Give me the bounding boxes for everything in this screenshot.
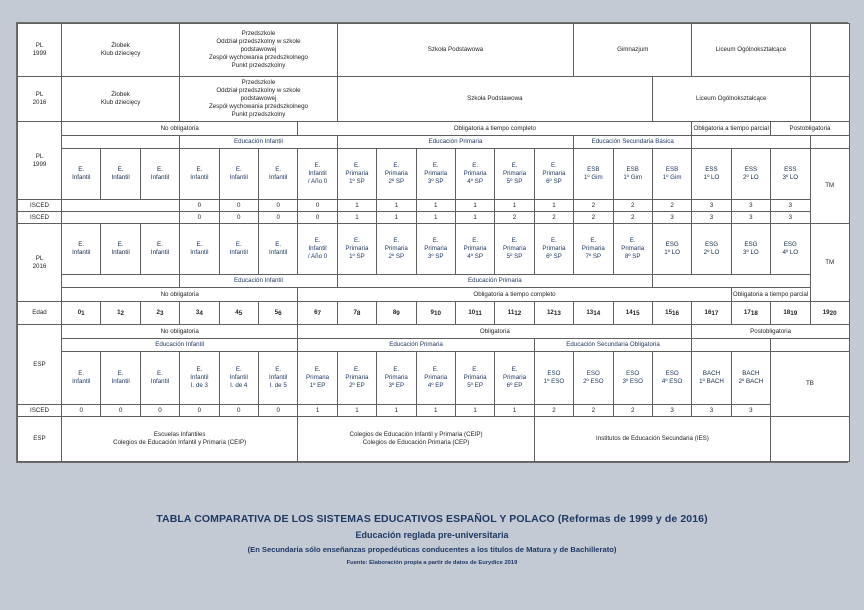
isced-pl2016-13: 2 (574, 212, 613, 224)
esp-inst-2: Institutos de Educación Secundaria (IES) (534, 417, 770, 462)
row-label-esp: ESP (18, 325, 62, 405)
isced-pl2016-9: 1 (416, 212, 455, 224)
cell-pl1999-2: E. Infantil (140, 149, 179, 200)
edad-5: $5_6$ (258, 302, 297, 325)
isced-pl1999-10: 1 (455, 200, 494, 212)
row-label-pl2016-inst: PL 2016 (18, 77, 62, 122)
cell-pl2016-11: E. Primaria 5º SP (495, 224, 534, 275)
stage-primaria-pl1999: Educación Primaria (337, 136, 573, 149)
footer-caption (0, 512, 864, 569)
isced-pl1999-18: 3 (771, 200, 810, 212)
cell-pl2016-15: ESG 1º LO (652, 224, 691, 275)
band-postobligatoria-pl1999: Postobligatoria (771, 122, 850, 136)
isced-esp-12: 2 (534, 405, 573, 417)
cell-pl2016-0: E. Infantil (62, 224, 101, 275)
stage-secundaria-basica-pl1999: Educación Secundaria Básica (574, 136, 692, 149)
row-label-isced-esp: ISCED (18, 405, 62, 417)
stage-secundaria-general-pl2016: Educación Secundaria General (652, 275, 810, 288)
band-obligatoria-completo-pl1999: Obligatoria a tiempo completo (298, 122, 692, 136)
edad-17: $17_{18}$ (731, 302, 770, 325)
isced-pl2016-4: 0 (219, 212, 258, 224)
cell-pl1999-1: E. Infantil (101, 149, 140, 200)
cell-pl2016-10: E. Primaria 4º SP (455, 224, 494, 275)
cell-pl2016-5: E. Infantil (258, 224, 297, 275)
edad-14: $14_{15}$ (613, 302, 652, 325)
cell-pl1999-13: ESB 1º Gim (574, 149, 613, 200)
education-systems-table (17, 23, 850, 462)
isced-esp-2: 0 (140, 405, 179, 417)
pl1999-inst-3: Gimnazjum (574, 24, 692, 77)
edad-16: $16_{17}$ (692, 302, 731, 325)
row-isced-pl2016 (18, 212, 850, 224)
isced-esp-7: 1 (337, 405, 376, 417)
stage-eso-esp: Educación Secundaria Obligatoria (534, 339, 692, 352)
cell-pl2016-tm: TM (810, 224, 849, 302)
band-postobligatoria-esp: Postobligatoria (692, 325, 850, 339)
pl2016-inst-3: Liceum Ogólnokształcące (652, 77, 810, 122)
pl2016-inst-0: Żłobek Klub dziecięcy (62, 77, 180, 122)
row-pl2016-stage-band (18, 275, 850, 288)
row-pl1999-institutions (18, 24, 850, 77)
stage-primaria-esp: Educación Primaria (298, 339, 534, 352)
cell-pl1999-5: E. Infantil (258, 149, 297, 200)
cell-pl2016-12: E. Primaria 6º SP (534, 224, 573, 275)
edad-3: $3_4$ (180, 302, 219, 325)
row-isced-pl1999 (18, 200, 850, 212)
cell-esp-2: E. Infantil (140, 352, 179, 405)
pl2016-inst-empty (810, 77, 849, 122)
isced-pl2016-16: 3 (692, 212, 731, 224)
cell-pl2016-1: E. Infantil (101, 224, 140, 275)
cell-pl1999-8: E. Primaria 2º SP (377, 149, 416, 200)
esp-inst-empty (771, 417, 850, 462)
stage-bachillerato-esp: Bachillerato (692, 339, 771, 352)
cell-esp-11: E. Primaria 6º EP (495, 352, 534, 405)
cell-pl2016-16: ESG 2º LO (692, 224, 731, 275)
cell-pl1999-10: E. Primaria 4º SP (455, 149, 494, 200)
cell-pl2016-4: E. Infantil (219, 224, 258, 275)
row-pl1999-obligation-band (18, 122, 850, 136)
isced-pl1999-13: 2 (574, 200, 613, 212)
footer-source: Fuente: Elaboración propia a partir de datos de Eurydice 2019 (346, 559, 518, 566)
cell-esp-9: E. Primaria 4º EP (416, 352, 455, 405)
isced-pl1999-5: 0 (258, 200, 297, 212)
row-label-pl1999: PL 1999 (18, 122, 62, 200)
isced-pl1999-16: 3 (692, 200, 731, 212)
cell-pl2016-7: E. Primaria 1º SP (337, 224, 376, 275)
cell-esp-16: BACH 1º BACH (692, 352, 731, 405)
band-obligatoria-esp: Obligatoria (298, 325, 692, 339)
stage-men-pl1999: MEN no es responsable (62, 136, 180, 149)
cell-pl1999-15: ESB 1º Gim (652, 149, 691, 200)
isced-esp-16: 3 (692, 405, 731, 417)
isced-pl1999-9: 1 (416, 200, 455, 212)
footer-subtitle: Educación reglada pre-universitaria (355, 529, 509, 540)
cell-pl1999-0: E. Infantil (62, 149, 101, 200)
row-label-pl2016: PL 2016 (18, 224, 62, 302)
isced-esp-15: 3 (652, 405, 691, 417)
edad-9: $9_{10}$ (416, 302, 455, 325)
stage-empty-esp (771, 339, 850, 352)
cell-pl1999-17: ESS 2º LO (731, 149, 770, 200)
edad-19: $19_{20}$ (810, 302, 849, 325)
footer-note: (En Secundaria sólo enseñanzas propedéuticas conducentes a los titulos de Matura y de Bachillerato) (247, 545, 617, 555)
row-label-edad: Edad (18, 302, 62, 325)
row-esp-cells (18, 352, 850, 405)
row-label-isced-pl1999: ISCED (18, 200, 62, 212)
isced-esp-17: 3 (731, 405, 770, 417)
isced-pl2016-11: 2 (495, 212, 534, 224)
isced-esp-8: 1 (377, 405, 416, 417)
edad-13: $13_{14}$ (574, 302, 613, 325)
cell-esp-3: E. Infantil I. de 3 (180, 352, 219, 405)
edad-8: $8_9$ (377, 302, 416, 325)
band-obligatoria-completo-pl2016: Obligatoria a tiempo completo (298, 288, 731, 302)
edad-2: $2_3$ (140, 302, 179, 325)
cell-pl2016-2: E. Infantil (140, 224, 179, 275)
cell-esp-tb: TB (771, 352, 850, 417)
row-edad (18, 302, 850, 325)
isced-pl1999-7: 1 (337, 200, 376, 212)
isced-pl2016-12: 2 (534, 212, 573, 224)
row-pl1999-stage-band (18, 136, 850, 149)
comparative-table-sheet (16, 22, 848, 463)
cell-pl2016-9: E. Primaria 3º SP (416, 224, 455, 275)
isced-esp-11: 1 (495, 405, 534, 417)
isced-esp-10: 1 (455, 405, 494, 417)
stage-secundaria-superior-pl1999: Educación Secundaria Superior (692, 136, 810, 149)
cell-esp-8: E. Primaria 3º EP (377, 352, 416, 405)
esp-inst-0: Escuelas Infantiles Colegios de Educación Infantil y Primaria (CEIP) (62, 417, 298, 462)
row-isced-esp (18, 405, 850, 417)
cell-esp-5: E. Infantil I. de 5 (258, 352, 297, 405)
stage-infantil-esp: Educación Infantil (62, 339, 298, 352)
isced-pl2016-5: 0 (258, 212, 297, 224)
isced-pl1999-8: 1 (377, 200, 416, 212)
isced-esp-9: 1 (416, 405, 455, 417)
cell-pl1999-16: ESS 1º LO (692, 149, 731, 200)
isced-pl1999-blank (62, 200, 180, 212)
isced-esp-4: 0 (219, 405, 258, 417)
pl1999-inst-4: Liceum Ogólnokształcące (692, 24, 810, 77)
isced-pl1999-12: 1 (534, 200, 573, 212)
isced-esp-6: 1 (298, 405, 337, 417)
band-no-obligatoria-esp: No obligatoria (62, 325, 298, 339)
cell-pl1999-3: E. Infantil (180, 149, 219, 200)
cell-pl1999-4: E. Infantil (219, 149, 258, 200)
cell-esp-14: ESO 3º ESO (613, 352, 652, 405)
edad-6: $6_7$ (298, 302, 337, 325)
cell-esp-13: ESO 2º ESO (574, 352, 613, 405)
footer-title: TABLA COMPARATIVA DE LOS SISTEMAS EDUCATIVOS ESPAÑOL Y POLACO (Reformas de 1999 y de 2016) (156, 513, 708, 525)
isced-esp-13: 2 (574, 405, 613, 417)
row-label-esp-inst: ESP (18, 417, 62, 462)
isced-pl1999-17: 3 (731, 200, 770, 212)
edad-4: $4_5$ (219, 302, 258, 325)
row-label-isced-pl2016: ISCED (18, 212, 62, 224)
stage-infantil-pl1999: Educación Infantil (180, 136, 338, 149)
edad-7: $7_8$ (337, 302, 376, 325)
isced-esp-14: 2 (613, 405, 652, 417)
cell-pl2016-6: E. Infantil / Año 0 (298, 224, 337, 275)
cell-esp-7: E. Primaria 2º EP (337, 352, 376, 405)
isced-pl2016-6: 0 (298, 212, 337, 224)
row-esp-obligation-band (18, 325, 850, 339)
row-pl2016-cells (18, 224, 850, 275)
pl1999-inst-empty (810, 24, 849, 77)
row-pl2016-institutions (18, 77, 850, 122)
edad-11: $11_{12}$ (495, 302, 534, 325)
edad-1: $1_2$ (101, 302, 140, 325)
cell-pl2016-13: E. Primaria 7º SP (574, 224, 613, 275)
isced-pl1999-6: 0 (298, 200, 337, 212)
isced-esp-5: 0 (258, 405, 297, 417)
edad-10: $10_{11}$ (455, 302, 494, 325)
pl2016-inst-1: Przedszkole Oddział przedszkolny w szkole podstawowej Zespół wychowania przedszkolnego Punkt przedszkolny (180, 77, 338, 122)
row-pl1999-cells (18, 149, 850, 200)
cell-pl2016-14: E. Primaria 8º SP (613, 224, 652, 275)
cell-pl2016-17: ESG 3º LO (731, 224, 770, 275)
cell-esp-0: E. Infantil (62, 352, 101, 405)
cell-esp-12: ESO 1º ESO (534, 352, 573, 405)
cell-esp-15: ESO 4º ESO (652, 352, 691, 405)
isced-pl1999-14: 2 (613, 200, 652, 212)
isced-pl2016-8: 1 (377, 212, 416, 224)
band-no-obligatoria-pl2016: No obligatoria (62, 288, 298, 302)
edad-18: $18_{19}$ (771, 302, 810, 325)
isced-pl2016-17: 3 (731, 212, 770, 224)
isced-pl2016-3: 0 (180, 212, 219, 224)
isced-esp-3: 0 (180, 405, 219, 417)
cell-pl1999-tm: TM (810, 149, 849, 224)
cell-pl1999-7: E. Primaria 1º SP (337, 149, 376, 200)
pl1999-inst-1: Przedszkole Oddział przedszkolny w szkole podstawowej Zespół wychowania przedszkolnego Punkt przedszkolny (180, 24, 338, 77)
cell-pl2016-3: E. Infantil (180, 224, 219, 275)
stage-men-pl2016: MEN no es responsable (62, 275, 180, 288)
isced-pl1999-15: 2 (652, 200, 691, 212)
cell-pl1999-11: E. Primaria 5º SP (495, 149, 534, 200)
cell-pl2016-8: E. Primaria 2º SP (377, 224, 416, 275)
pl1999-inst-2: Szkoła Podstawowa (337, 24, 573, 77)
isced-pl1999-4: 0 (219, 200, 258, 212)
isced-esp-1: 0 (101, 405, 140, 417)
edad-15: $15_{16}$ (652, 302, 691, 325)
isced-pl2016-15: 3 (652, 212, 691, 224)
cell-esp-6: E. Primaria 1º EP (298, 352, 337, 405)
isced-pl2016-10: 1 (455, 212, 494, 224)
row-label-pl1999-inst: PL 1999 (18, 24, 62, 77)
isced-esp-0: 0 (62, 405, 101, 417)
stage-primaria-pl2016: Educación Primaria (337, 275, 652, 288)
pl2016-inst-2: Szkoła Podstawowa (337, 77, 652, 122)
isced-pl2016-18: 3 (771, 212, 810, 224)
band-no-obligatoria-pl1999: No obligatoria (62, 122, 298, 136)
pl1999-inst-0: Żłobek Klub dziecięcy (62, 24, 180, 77)
stage-empty-pl1999 (810, 136, 849, 149)
row-esp-institutions (18, 417, 850, 462)
band-obligatoria-parcial-pl1999: Obligatoria a tiempo parcial (692, 122, 771, 136)
cell-esp-4: E. Infantil I. de 4 (219, 352, 258, 405)
isced-pl2016-14: 2 (613, 212, 652, 224)
cell-pl1999-9: E. Primaria 3º SP (416, 149, 455, 200)
cell-pl1999-12: E. Primaria 6º SP (534, 149, 573, 200)
isced-pl1999-11: 1 (495, 200, 534, 212)
cell-pl1999-6: E. Infantil / Año 0 (298, 149, 337, 200)
cell-esp-17: BACH 2º BACH (731, 352, 770, 405)
isced-pl1999-3: 0 (180, 200, 219, 212)
band-obligatoria-parcial-pl2016: Obligatoria a tiempo parcial (731, 288, 810, 302)
stage-infantil-pl2016: Educación Infantil (180, 275, 338, 288)
cell-pl1999-14: ESB 1º Gim (613, 149, 652, 200)
cell-esp-1: E. Infantil (101, 352, 140, 405)
edad-0: $0_1$ (62, 302, 101, 325)
esp-inst-1: Colegios de Educación Infantil y Primaria (CEIP) Colegios de Educación Primaria (CEP) (298, 417, 534, 462)
isced-pl2016-7: 1 (337, 212, 376, 224)
isced-pl2016-blank (62, 212, 180, 224)
row-pl2016-obligation-band (18, 288, 850, 302)
edad-12: $12_{13}$ (534, 302, 573, 325)
cell-esp-10: E. Primaria 5º EP (455, 352, 494, 405)
cell-pl2016-18: ESG 4º LO (771, 224, 810, 275)
row-esp-stage-band (18, 339, 850, 352)
cell-pl1999-18: ESS 3º LO (771, 149, 810, 200)
